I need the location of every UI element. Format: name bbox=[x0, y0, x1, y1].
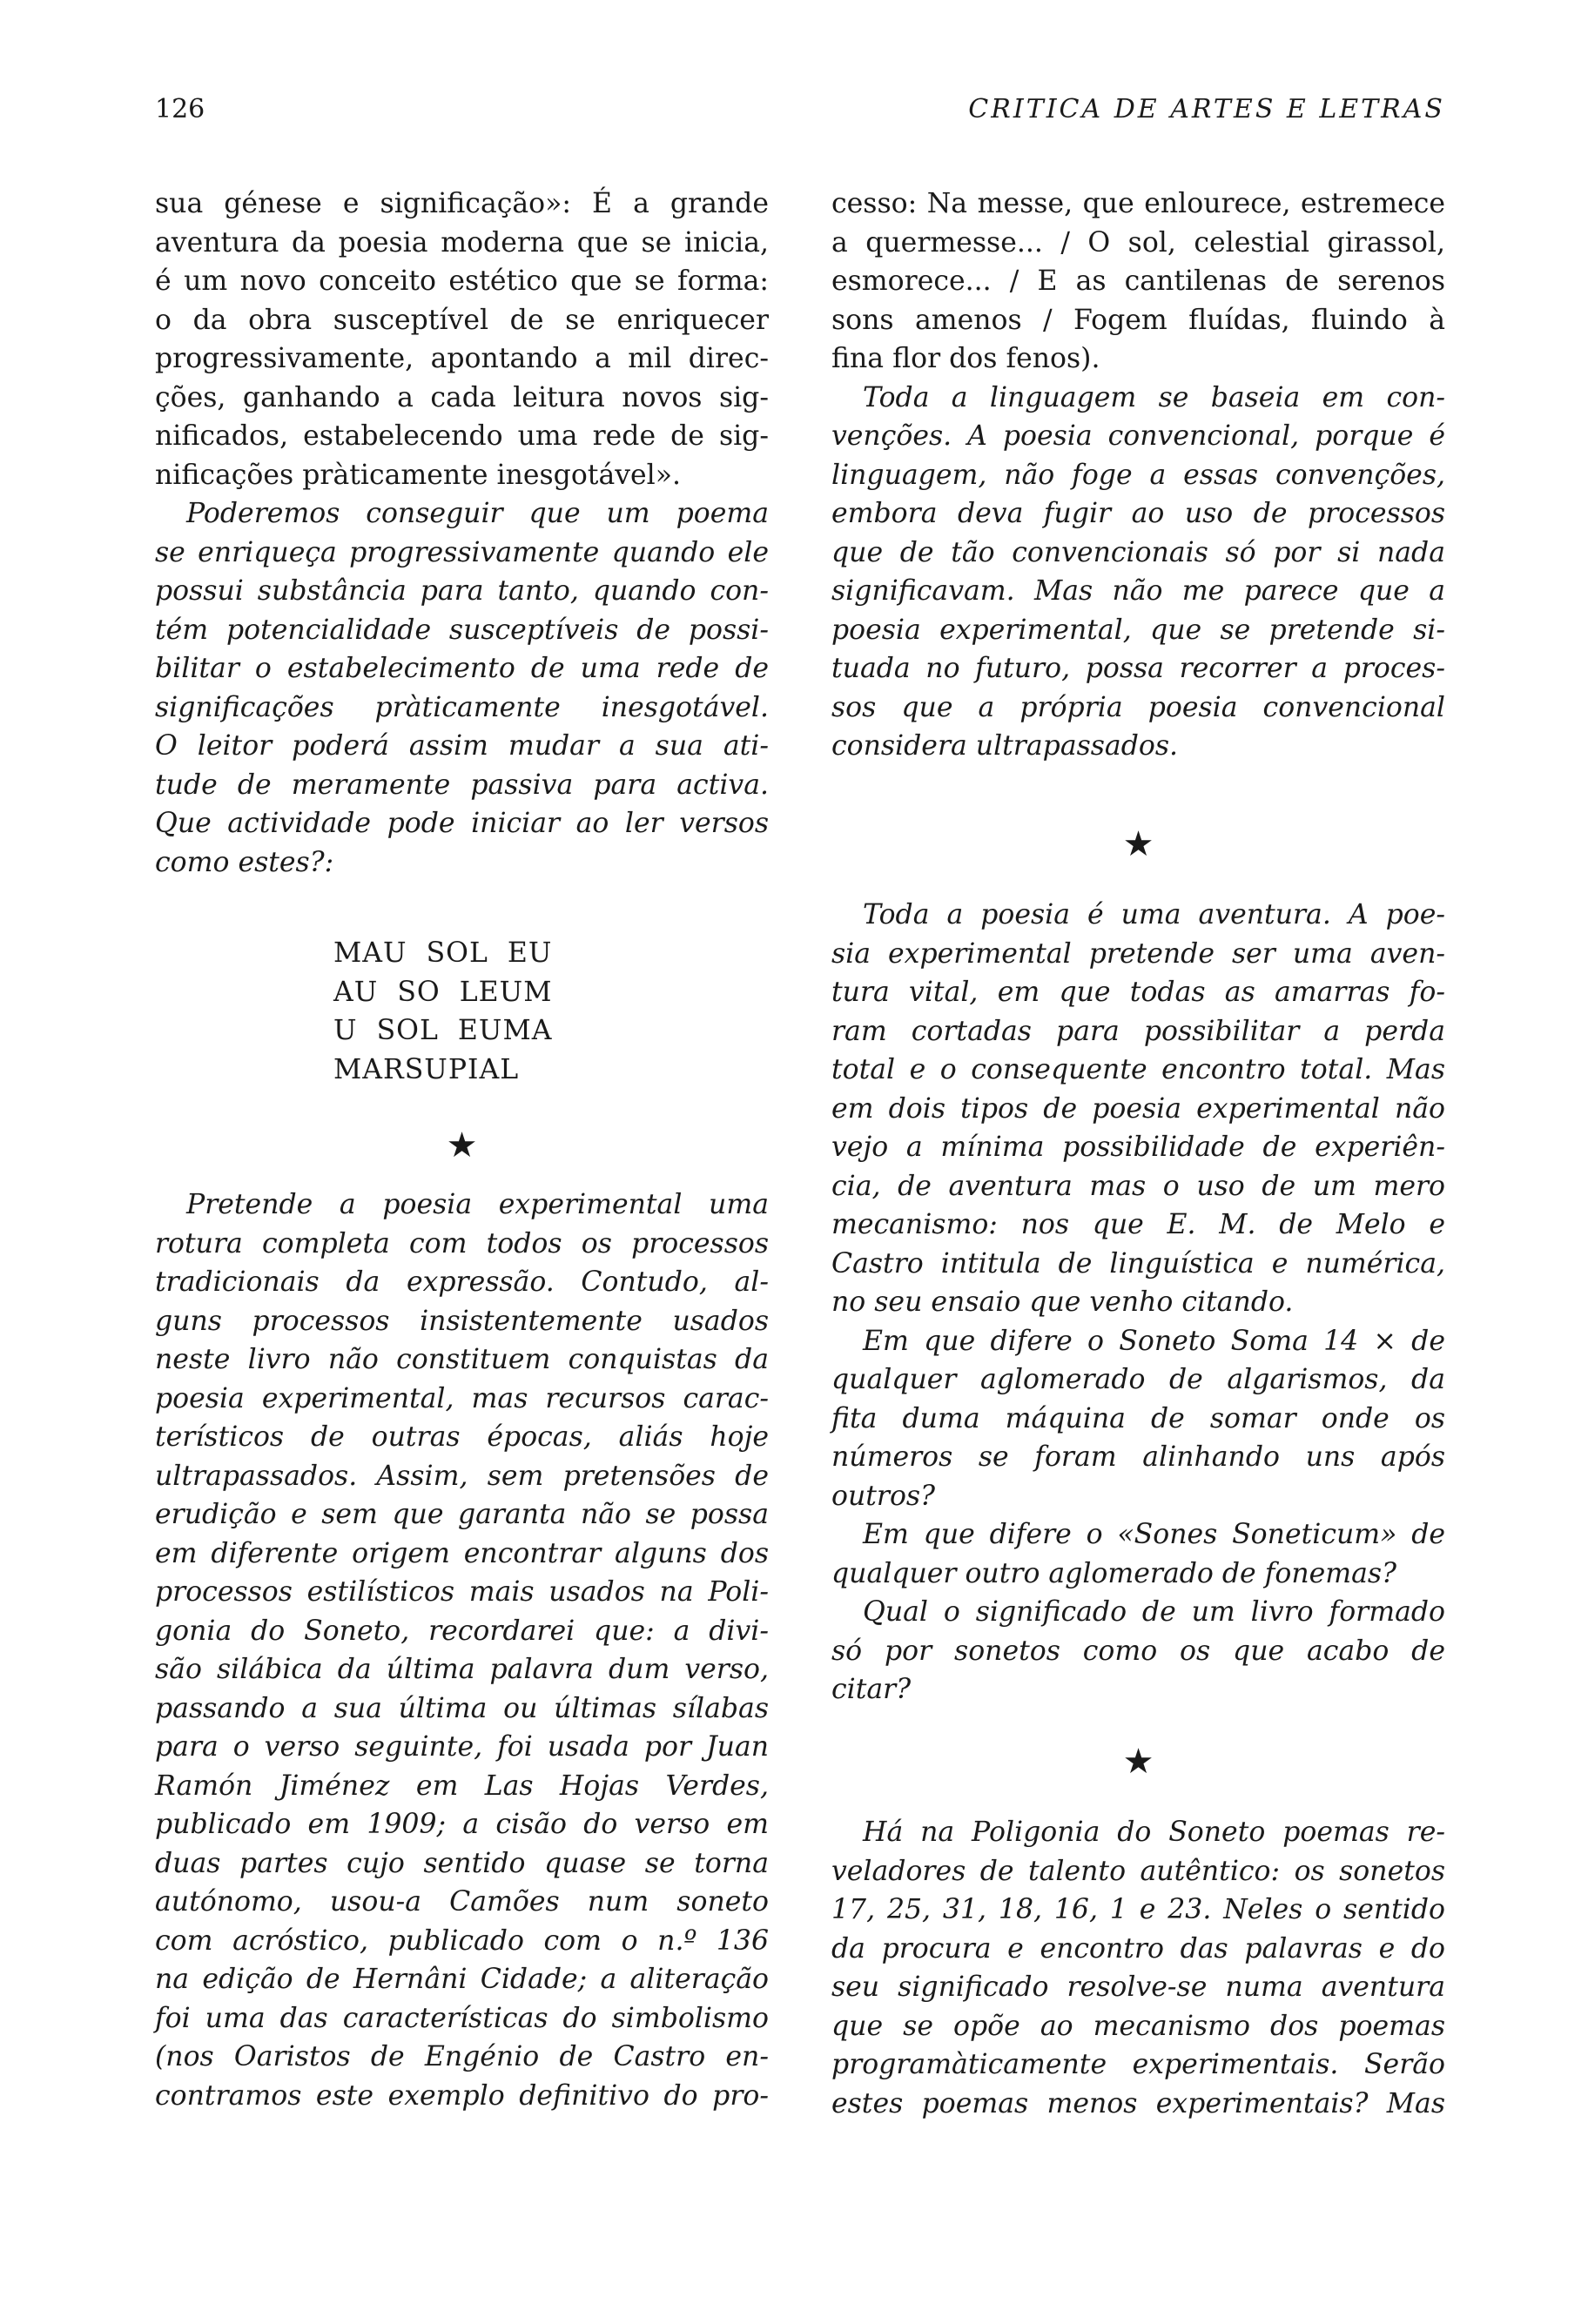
text-line: programàticamente experimentais. Serão bbox=[831, 2049, 1445, 2080]
left-column-lower bbox=[155, 1186, 769, 2115]
text-line: que se opõe ao mecanismo dos poemas bbox=[831, 2010, 1445, 2042]
text-line: que de tão convencionais só por si nada bbox=[831, 536, 1445, 568]
paragraph-poligonia bbox=[831, 1813, 1445, 2123]
text-line: rotura completa com todos os processos bbox=[155, 1227, 769, 1259]
text-line: possui substância para tanto, quando con- bbox=[155, 575, 769, 607]
text-line: passando a sua última ou últimas sílabas bbox=[155, 1692, 769, 1724]
text-line: vejo a mínima possibilidade de experiên- bbox=[831, 1132, 1445, 1163]
paragraph-pretende bbox=[155, 1186, 769, 2115]
text-line: citar? bbox=[831, 1674, 912, 1705]
text-line: ções, ganhando a cada leitura novos sig- bbox=[155, 381, 769, 413]
text-line: só por sonetos como os que acabo de bbox=[831, 1635, 1445, 1667]
poem-line: MAU SOL EU bbox=[333, 937, 553, 969]
right-column-lower bbox=[831, 1813, 1445, 2123]
text-line: duas partes cujo sentido quase se torna bbox=[155, 1847, 769, 1879]
section-star-separator: ★ bbox=[1122, 824, 1154, 864]
text-line: tém potencialidade susceptíveis de possi- bbox=[155, 614, 769, 646]
page-header bbox=[0, 94, 1588, 138]
text-line: estes poemas menos experimentais? Mas bbox=[831, 2087, 1445, 2119]
text-line: neste livro não constituem conquistas da bbox=[155, 1344, 769, 1375]
text-line: fita duma máquina de somar onde os bbox=[831, 1402, 1445, 1434]
text-line: em diferente origem encontrar alguns dos bbox=[155, 1537, 769, 1569]
text-line: Em que difere o «Sones Soneticum» de bbox=[863, 1519, 1445, 1550]
text-line: significavam. Mas não me parece que a bbox=[831, 575, 1445, 607]
text-line: Qual o significado de um livro formado bbox=[863, 1596, 1445, 1628]
text-line: números se foram alinhando uns após bbox=[831, 1441, 1445, 1473]
text-line: a quermesse... / O sol, celestial girassol, bbox=[831, 226, 1445, 259]
text-line: bilitar o estabelecimento de uma rede de bbox=[155, 653, 769, 684]
text-line: esmorece... / E as cantilenas de serenos bbox=[831, 265, 1445, 297]
text-line: o da obra susceptível de se enriquecer bbox=[155, 304, 769, 336]
paragraph-poderemos bbox=[155, 494, 769, 882]
text-line: sia experimental pretende ser uma aven- bbox=[831, 937, 1445, 970]
paragraph-linguagem bbox=[831, 379, 1445, 766]
text-line: poesia experimental, mas recursos carac- bbox=[155, 1382, 769, 1414]
text-line: embora deva fugir ao uso de processos bbox=[831, 498, 1445, 529]
text-line: qualquer aglomerado de algarismos, da bbox=[831, 1364, 1445, 1395]
text-line: Pretende a poesia experimental uma bbox=[186, 1189, 769, 1220]
text-line: tura vital, em que todas as amarras fo- bbox=[831, 977, 1445, 1008]
text-line: é um novo conceito estético que se forma: bbox=[155, 265, 769, 297]
text-line: considera ultrapassados. bbox=[831, 730, 1179, 762]
paragraph-soneto-soma bbox=[831, 1322, 1445, 1516]
text-line: autónomo, usou-a Camões num soneto bbox=[155, 1886, 769, 1918]
text-line: Toda a poesia é uma aventura. A poe- bbox=[863, 899, 1445, 930]
text-line: fina flor dos fenos). bbox=[831, 343, 1100, 374]
text-line: como estes?: bbox=[155, 846, 334, 878]
text-line: sos que a própria poesia convencional bbox=[831, 691, 1445, 723]
text-line: na edição de Hernâni Cidade; a aliteração bbox=[155, 1964, 769, 1995]
text-line: contramos este exemplo definitivo do pro- bbox=[155, 2079, 769, 2112]
text-line: aventura da poesia moderna que se inicia, bbox=[155, 226, 769, 259]
text-line: venções. A poesia convencional, porque é bbox=[831, 420, 1445, 452]
right-column-middle bbox=[831, 896, 1445, 1709]
text-line: O leitor poderá assim mudar a sua ati- bbox=[155, 730, 769, 762]
text-line: Que actividade pode iniciar ao ler versos bbox=[155, 808, 769, 839]
paragraph-messe bbox=[831, 185, 1445, 379]
poem-line: MARSUPIAL bbox=[333, 1053, 520, 1085]
text-line: outros? bbox=[831, 1480, 935, 1512]
text-line: em dois tipos de poesia experimental não bbox=[831, 1092, 1445, 1125]
page-number: 126 bbox=[155, 94, 205, 124]
text-line: Castro intitula de linguística e numérica, bbox=[831, 1247, 1445, 1280]
text-line: tuada no futuro, possa recorrer a proces- bbox=[831, 653, 1445, 684]
text-line: gonia do Soneto, recordarei que: a divi- bbox=[155, 1615, 769, 1647]
poem-block bbox=[333, 934, 769, 1089]
text-line: Em que difere o Soneto Soma 14 × de bbox=[863, 1325, 1445, 1357]
text-line: nificados, estabelecendo uma rede de sig- bbox=[155, 420, 769, 452]
text-line: progressivamente, apontando a mil direc- bbox=[155, 343, 769, 374]
text-line: foi uma das características do simbolismo bbox=[155, 2002, 769, 2034]
poem-line: U SOL EUMA bbox=[333, 1015, 553, 1046]
text-line: ram cortadas para possibilitar a perda bbox=[831, 1015, 1445, 1047]
text-line: publicado em 1909; a cisão do verso em bbox=[155, 1809, 769, 1840]
text-line: guns processos insistentemente usados bbox=[155, 1305, 769, 1337]
running-title: CRITICA DE ARTES E LETRAS bbox=[968, 94, 1445, 124]
text-line: terísticos de outras épocas, aliás hoje bbox=[155, 1421, 769, 1453]
text-line: se enriqueça progressivamente quando ele bbox=[155, 536, 769, 568]
poem-line: AU SO LEUM bbox=[333, 976, 553, 1008]
text-line: Poderemos conseguir que um poema bbox=[186, 498, 769, 529]
text-line: poesia experimental, que se pretende si- bbox=[831, 614, 1445, 646]
text-line: qualquer outro aglomerado de fonemas? bbox=[831, 1557, 1396, 1589]
text-line: com acróstico, publicado com o n.º 136 bbox=[155, 1924, 769, 1957]
text-line: cia, de aventura mas o uso de um mero bbox=[831, 1170, 1445, 1202]
text-line: significações pràticamente inesgotável. bbox=[155, 691, 769, 723]
right-column bbox=[831, 185, 1445, 766]
text-line: Ramón Jiménez em Las Hojas Verdes, bbox=[155, 1770, 769, 1802]
paragraph-aventura bbox=[831, 896, 1445, 1322]
text-line: veladores de talento autêntico: os sonetos bbox=[831, 1855, 1445, 1887]
text-line: Toda a linguagem se baseia em con- bbox=[863, 381, 1445, 413]
text-line: cesso: Na messe, que enlourece, estremece bbox=[831, 188, 1445, 219]
text-line: erudição e sem que garanta não se possa bbox=[155, 1499, 769, 1530]
text-line: mecanismo: nos que E. M. de Melo e bbox=[831, 1209, 1445, 1240]
section-star-separator: ★ bbox=[1122, 1742, 1154, 1782]
text-line: são silábica da última palavra dum verso, bbox=[155, 1654, 769, 1685]
text-line: tude de meramente passiva para activa. bbox=[155, 769, 769, 801]
text-line: sua génese e significação»: É a grande bbox=[155, 188, 769, 219]
text-line: seu significado resolve-se numa aventura bbox=[831, 1971, 1445, 2003]
text-line: no seu ensaio que venho citando. bbox=[831, 1286, 1294, 1318]
text-line: sons amenos / Fogem fluídas, fluindo à bbox=[831, 304, 1445, 336]
left-column bbox=[155, 185, 769, 1089]
text-line: tradicionais da expressão. Contudo, al- bbox=[155, 1266, 769, 1298]
text-line: processos estilísticos mais usados na Poli- bbox=[155, 1576, 769, 1608]
section-star-separator: ★ bbox=[446, 1125, 478, 1165]
text-line: total e o consequente encontro total. Mas bbox=[831, 1054, 1445, 1085]
text-line: Há na Poligonia do Soneto poemas re- bbox=[863, 1817, 1445, 1848]
paragraph-sones bbox=[831, 1515, 1445, 1593]
paragraph-significado bbox=[831, 1593, 1445, 1709]
text-line: ultrapassados. Assim, sem pretensões de bbox=[155, 1460, 769, 1492]
text-line: (nos Oaristos de Engénio de Castro en- bbox=[155, 2041, 769, 2072]
paragraph-genese bbox=[155, 185, 769, 494]
text-line: da procura e encontro das palavras e do bbox=[831, 1932, 1445, 1965]
text-line: para o verso seguinte, foi usada por Juan bbox=[155, 1731, 769, 1763]
text-line: linguagem, não foge a essas convenções, bbox=[831, 459, 1445, 491]
text-line: nificações pràticamente inesgotável». bbox=[155, 459, 682, 491]
text-line: 17, 25, 31, 18, 16, 1 e 23. Neles o sentido bbox=[831, 1894, 1445, 1925]
